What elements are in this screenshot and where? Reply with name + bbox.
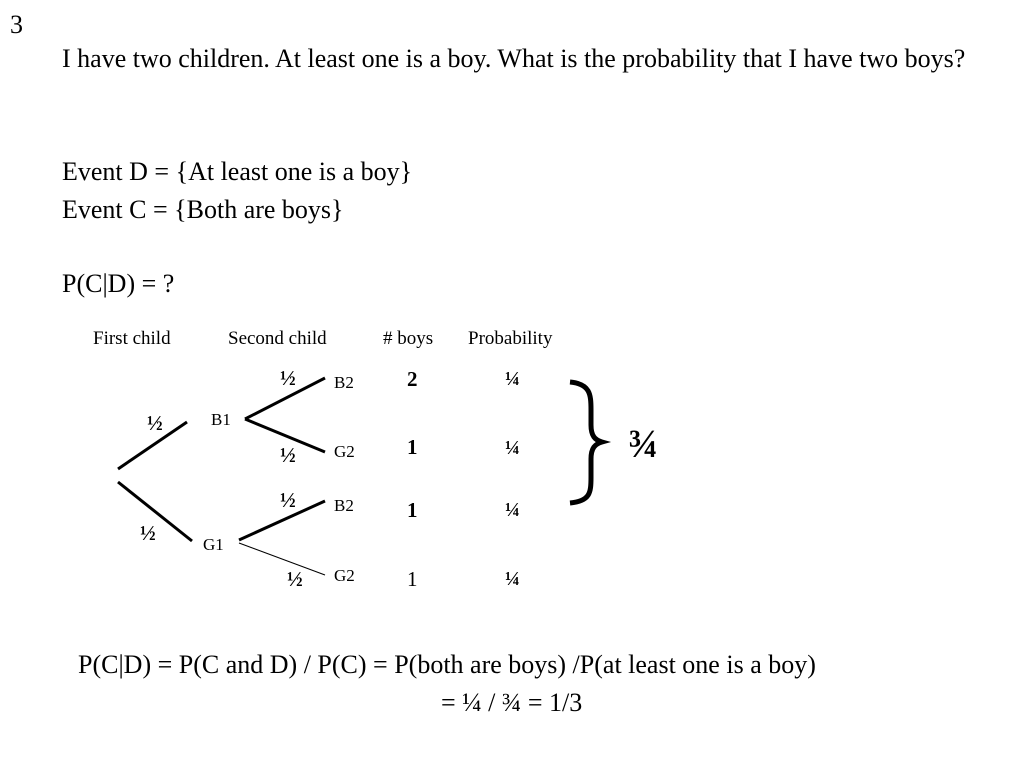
probability-gg: ¼ xyxy=(505,568,520,590)
boys-count-gb: 1 xyxy=(407,498,418,522)
node-g1: G1 xyxy=(203,535,224,554)
header-second-child: Second child xyxy=(228,328,327,349)
weight-b1-g2: ½ xyxy=(280,443,296,467)
weight-g1: ½ xyxy=(140,521,156,545)
formula-line-1: P(C|D) = P(C and D) / P(C) = P(both are boys) /P(at least one is a boy) xyxy=(78,650,816,679)
node-b1: B1 xyxy=(211,410,231,429)
node-b1-b2: B2 xyxy=(334,373,354,392)
header-first-child: First child xyxy=(93,328,171,349)
weight-b1-b2: ½ xyxy=(280,366,296,390)
event-d-definition: Event D = {At least one is a boy} xyxy=(62,157,413,186)
conditional-probability-query: P(C|D) = ? xyxy=(62,269,175,298)
formula-line-2: = ¼ / ¾ = 1/3 xyxy=(441,688,583,717)
probability-bb: ¼ xyxy=(505,368,520,390)
node-g1-g2: G2 xyxy=(334,566,355,585)
weight-g1-b2: ½ xyxy=(280,488,296,512)
slide-number: 3 xyxy=(10,10,23,39)
header-number-of-boys: # boys xyxy=(383,328,434,349)
boys-count-bg: 1 xyxy=(407,435,418,459)
node-b1-g2: G2 xyxy=(334,442,355,461)
node-g1-b2: B2 xyxy=(334,496,354,515)
weight-g1-g2: ½ xyxy=(287,567,303,591)
probability-gb: ¼ xyxy=(505,499,520,521)
probability-bg: ¼ xyxy=(505,437,520,459)
header-probability: Probability xyxy=(468,328,553,349)
boys-count-bb: 2 xyxy=(407,367,418,391)
problem-statement: I have two children. At least one is a boy. What is the probability that I have two boys? xyxy=(62,44,966,73)
event-c-definition: Event C = {Both are boys} xyxy=(62,195,344,224)
right-brace xyxy=(570,382,602,503)
boys-count-gg: 1 xyxy=(407,567,418,591)
brace-total-probability: ¾ xyxy=(628,421,658,466)
weight-b1: ½ xyxy=(147,411,163,435)
branch-g1-to-g2 xyxy=(239,543,325,575)
